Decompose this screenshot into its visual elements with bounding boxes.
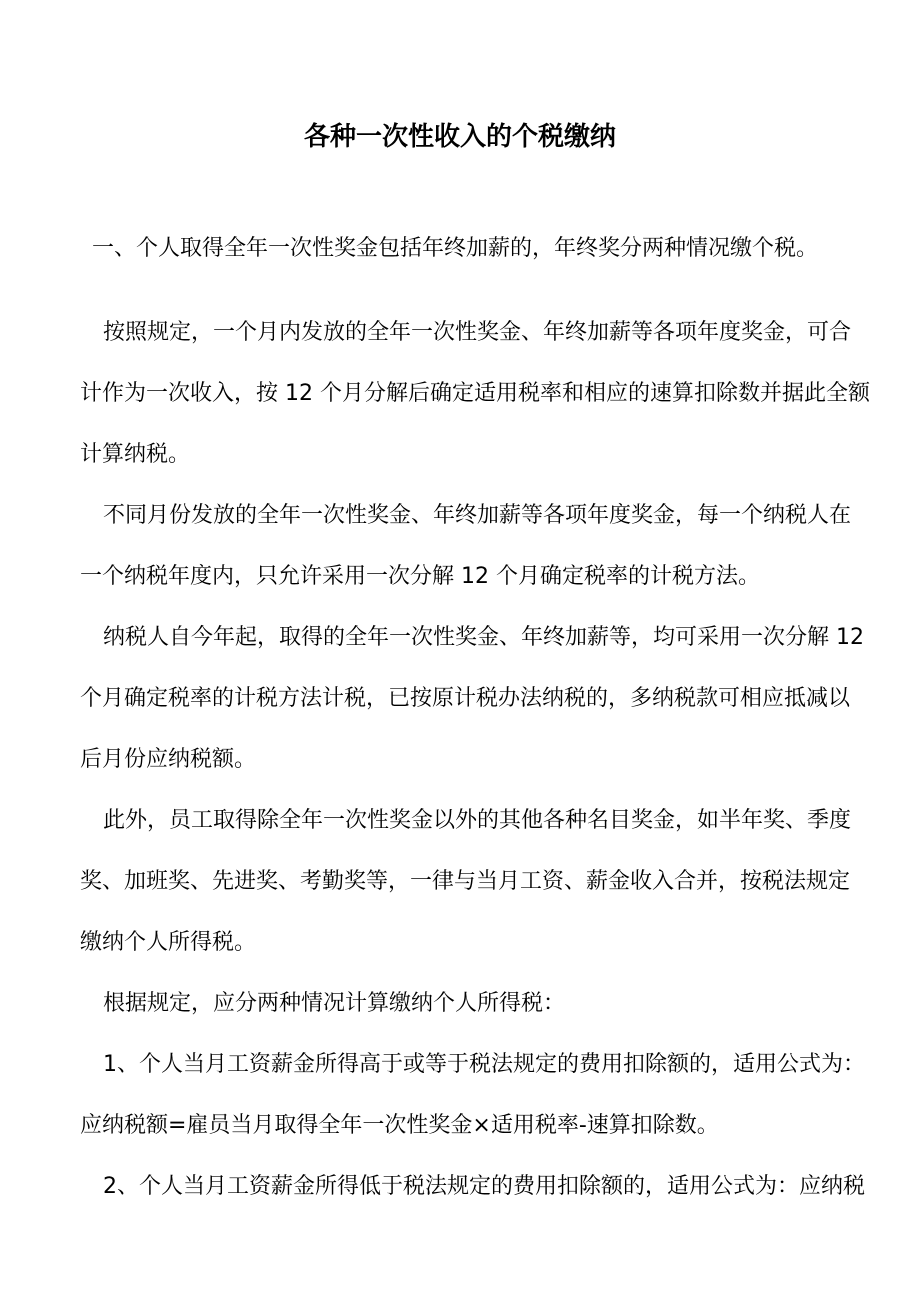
- text-line: 应纳税额=雇员当月取得全年一次性奖金×适用税率-速算扣除数。: [80, 1113, 719, 1138]
- text-line: 奖、加班奖、先进奖、考勤奖等，一律与当月工资、薪金收入合并，按税法规定: [80, 869, 851, 894]
- paragraph: [80, 790, 852, 973]
- text-line: 计作为一次收入，按 12 个月分解后确定适用税率和相应的速算扣除数并据此全额: [80, 381, 870, 406]
- text-line: 按照规定，一个月内发放的全年一次性奖金、年终加薪等各项年度奖金，可合: [103, 320, 852, 345]
- text-line: 此外，员工取得除全年一次性奖金以外的其他各种名目奖金，如半年奖、季度: [103, 808, 852, 833]
- paragraph: [80, 1156, 865, 1217]
- text-line: 2、个人当月工资薪金所得低于税法规定的费用扣除额的，适用公式为：应纳税: [103, 1174, 865, 1199]
- paragraph: [80, 1034, 865, 1156]
- paragraph: [80, 218, 842, 279]
- text-line: 1、个人当月工资薪金所得高于或等于税法规定的费用扣除额的，适用公式为：: [103, 1052, 865, 1077]
- text-line: 个月确定税率的计税方法计税，已按原计税办法纳税的，多纳税款可相应抵减以: [80, 686, 851, 711]
- paragraph: [80, 607, 864, 790]
- text-line: 一、个人取得全年一次性奖金包括年终加薪的，年终奖分两种情况缴个税。: [92, 236, 819, 261]
- document-title: 各种一次性收入的个税缴纳: [303, 122, 616, 152]
- text-line: 缴纳个人所得税。: [80, 930, 257, 955]
- text-line: 后月份应纳税额。: [80, 747, 257, 772]
- paragraph: [80, 302, 870, 485]
- text-line: 一个纳税年度内，只允许采用一次分解 12 个月确定税率的计税方法。: [80, 564, 760, 589]
- text-line: 纳税人自今年起，取得的全年一次性奖金、年终加薪等，均可采用一次分解 12: [103, 625, 864, 650]
- paragraph: [80, 973, 842, 1034]
- paragraph: [80, 485, 852, 607]
- text-line: 计算纳税。: [80, 442, 191, 467]
- document-body: [80, 218, 870, 1217]
- text-line: 不同月份发放的全年一次性奖金、年终加薪等各项年度奖金，每一个纳税人在: [103, 503, 852, 528]
- text-line: 根据规定，应分两种情况计算缴纳个人所得税：: [103, 991, 566, 1016]
